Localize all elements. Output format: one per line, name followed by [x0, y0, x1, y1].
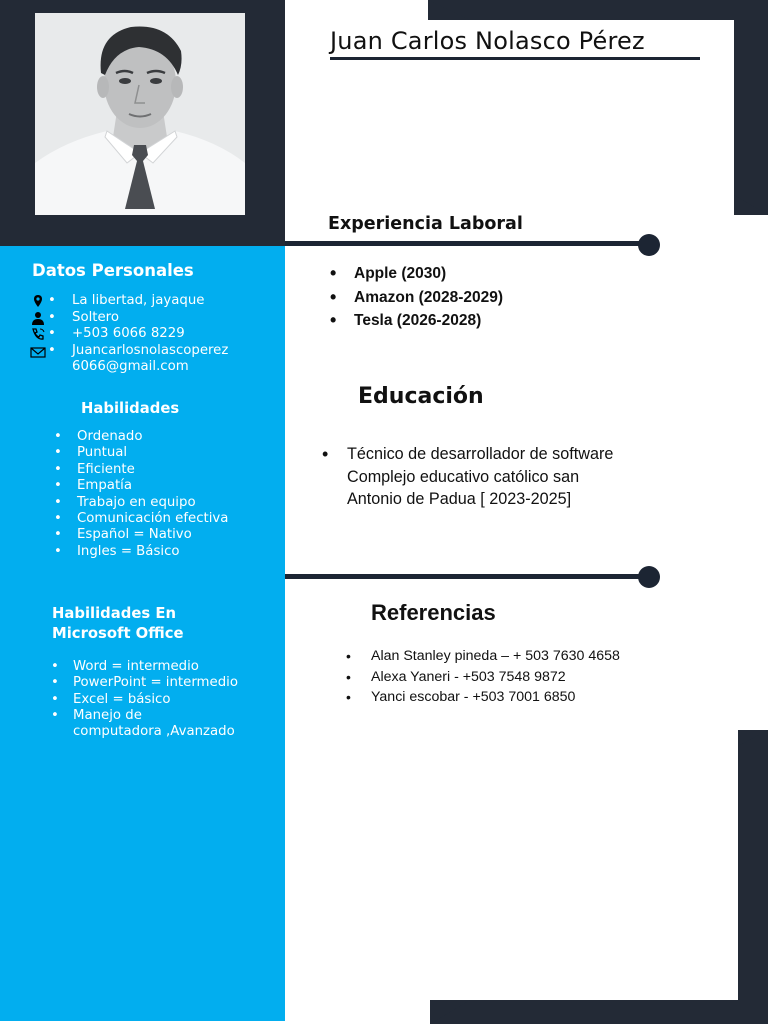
divider-dot: [638, 566, 660, 588]
bullet: •: [322, 444, 329, 464]
list-item: • Alexa Yaneri - +503 7548 9872: [346, 668, 620, 689]
skills-list: [54, 429, 228, 560]
list-item: • Ordenado: [54, 429, 228, 445]
list-item: • Español = Nativo: [54, 527, 228, 543]
education-line: Complejo educativo católico san: [347, 467, 580, 486]
list-item: • Trabajo en equipo: [54, 495, 228, 511]
list-item: • Manejo de computadora ,Avanzado: [51, 708, 238, 741]
list-item: • Apple (2030): [330, 264, 503, 288]
education-heading: Educación: [358, 384, 484, 409]
skills-heading: Habilidades: [81, 400, 180, 417]
phone-icon: [30, 327, 46, 341]
references-list: [346, 647, 620, 709]
candidate-name: Juan Carlos Nolasco Pérez: [330, 27, 645, 55]
person-icon: [30, 311, 46, 325]
experience-heading: Experiencia Laboral: [328, 214, 523, 234]
education-line: Antonio de Padua [ 2023-2025]: [347, 490, 572, 508]
list-item: • Amazon (2028-2029): [330, 288, 503, 312]
office-skills-heading: Habilidades En Microsoft Office: [52, 605, 184, 642]
list-item: • Comunicación efectiva: [54, 511, 228, 527]
location-pin-icon: [30, 294, 46, 308]
list-item: • Word = intermedio: [51, 659, 238, 675]
section-divider: [285, 574, 650, 579]
list-item: • Tesla (2026-2028): [330, 311, 503, 335]
office-skills-list: [51, 659, 238, 740]
references-heading: Referencias: [371, 600, 496, 625]
list-item: • Eficiente: [54, 462, 228, 478]
divider-dot: [638, 234, 660, 256]
list-item: • Empatía: [54, 478, 228, 494]
section-divider: [285, 241, 650, 246]
profile-photo: [35, 13, 245, 215]
list-item: • Yanci escobar - +503 7001 6850: [346, 688, 620, 709]
list-item: • Excel = básico: [51, 692, 238, 708]
personal-data-heading: Datos Personales: [32, 261, 194, 280]
bottom-right-chamfer: [430, 730, 768, 1024]
list-item: • Puntual: [54, 445, 228, 461]
experience-list: [330, 264, 503, 335]
name-underline: [330, 57, 700, 60]
envelope-icon: [30, 344, 46, 358]
list-item: • PowerPoint = intermedio: [51, 675, 238, 691]
list-item: • Ingles = Básico: [54, 544, 228, 560]
list-item: • Alan Stanley pineda – + 503 7630 4658: [346, 647, 620, 668]
education-line: Técnico de desarrollador de software: [347, 445, 614, 463]
